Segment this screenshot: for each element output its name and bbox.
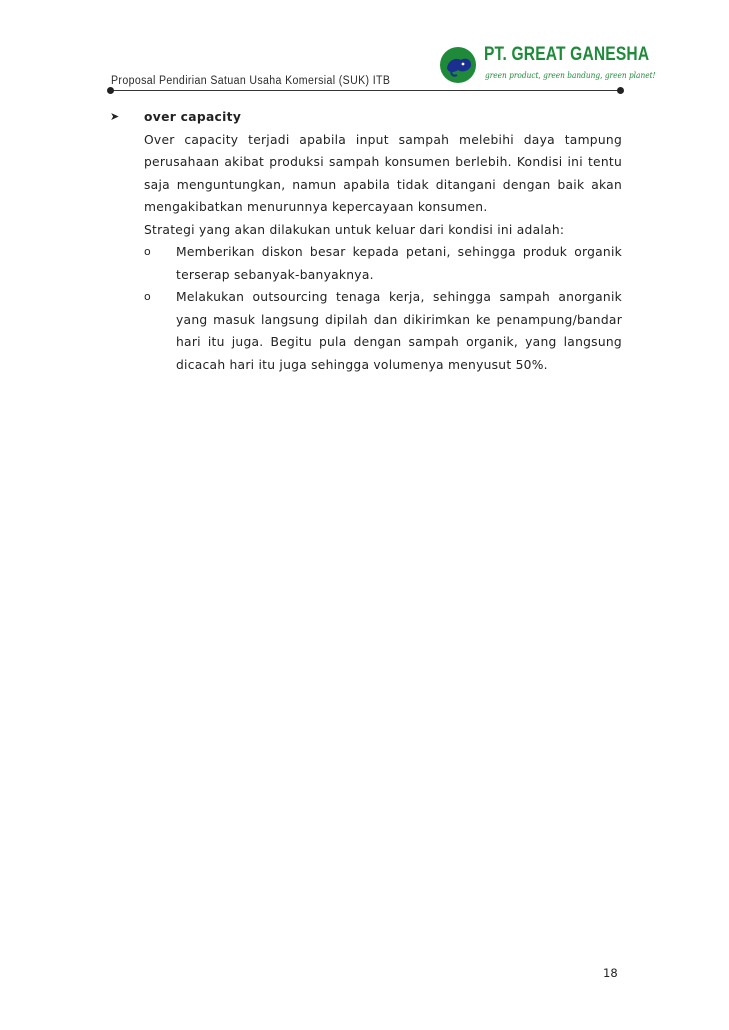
document-title: Proposal Pendirian Satuan Usaha Komersial (SUK) ITB xyxy=(111,75,391,87)
page-number: 18 xyxy=(603,966,618,980)
page-content xyxy=(110,106,622,376)
divider-left-dot xyxy=(107,87,114,94)
ganesha-logo-icon xyxy=(438,46,480,84)
strategy-intro: Strategi yang akan dilakukan untuk keluar dari kondisi ini adalah: xyxy=(144,222,565,237)
divider-right-dot xyxy=(617,87,624,94)
arrow-bullet-icon: ➤ xyxy=(110,110,120,123)
header-divider xyxy=(111,90,621,91)
list-item-text: Melakukan outsourcing tenaga kerja, sehingga sampah anorganik yang masuk langsung dipilah dan dikirimkan ke penampung/bandar hari itu juga. Begitu pula dengan sampah organik, yang langsung dicacah hari itu juga sehingga volumenya menyusut 50%. xyxy=(176,290,622,372)
section-paragraph: Over capacity terjadi apabila input sampah melebihi daya tampung perusahaan akibat produksi sampah konsumen berlebih. Kondisi ini tentu saja menguntungkan, namun apabila tidak ditangani dengan baik akan mengakibatkan menurunnya kepercayaan konsumen. xyxy=(144,132,622,214)
list-item xyxy=(110,241,622,286)
list-item xyxy=(110,286,622,376)
list-marker: o xyxy=(144,290,151,303)
logo-company-name: PT. GREAT GANESHA xyxy=(484,44,650,65)
section-heading-row xyxy=(110,106,622,129)
logo-tagline: green product, green bandung, green planet! xyxy=(485,71,656,81)
list-item-text: Memberikan diskon besar kepada petani, sehingga produk organik terserap sebanyak-banyaknya. xyxy=(176,245,622,282)
company-logo xyxy=(438,44,656,88)
list-marker: o xyxy=(144,245,151,258)
section-heading: over capacity xyxy=(144,110,242,124)
